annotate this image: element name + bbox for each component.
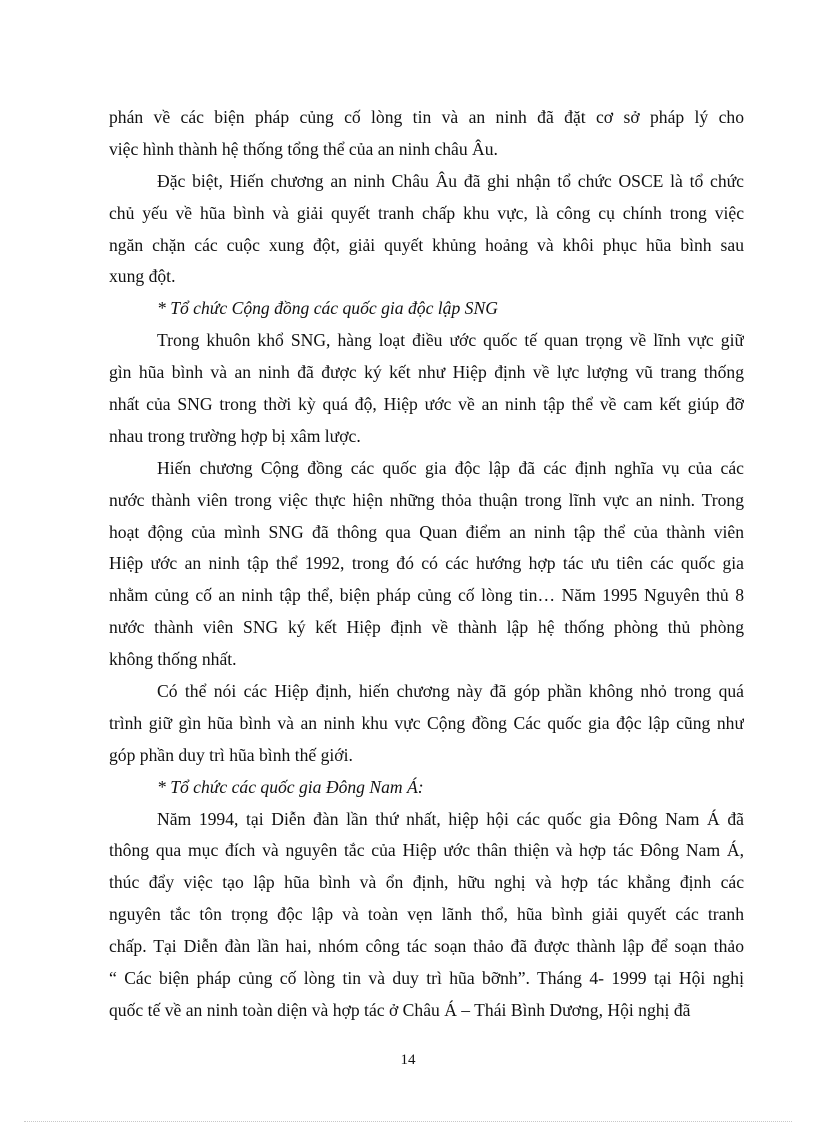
text-line: nước thành viên trong việc thực hiện những thỏa thuận trong lĩnh vực an ninh. Trong <box>109 489 744 510</box>
text-line: Hiệp ước an ninh tập thể 1992, trong đó có các hướng hợp tác ưu tiên các quốc gia <box>109 553 744 574</box>
text-line: quốc tế về an ninh toàn diện và hợp tác ở Châu Á – Thái Bình Dương, Hội nghị đã <box>109 999 691 1020</box>
text-line: nước thành viên SNG ký kết Hiệp định về thành lập hệ thống phòng thủ phòng <box>109 617 744 638</box>
text-line: Trong khuôn khổ SNG, hàng loạt điều ước quốc tế quan trọng về lĩnh vực giữ <box>157 330 744 351</box>
paragraph <box>109 676 744 772</box>
text-line: phán về các biện pháp củng cố lòng tin và an ninh đã đặt cơ sở pháp lý cho <box>109 107 744 127</box>
text-line: ngăn chặn các cuộc xung đột, giải quyết khủng hoảng và khôi phục hũa bình sau <box>109 234 744 255</box>
paragraph <box>109 166 744 294</box>
text-line: “ Các biện pháp củng cố lòng tin và duy trì hũa bỡnh”. Tháng 4- 1999 tại Hội nghị <box>109 968 744 989</box>
text-line: không thống nhất. <box>109 649 237 670</box>
text-line: nhằm củng cố an ninh tập thể, biện pháp củng cố lòng tin… Năm 1995 Nguyên thủ 8 <box>109 585 744 606</box>
heading-text: * Tổ chức các quốc gia Đông Nam Á: <box>157 776 424 797</box>
text-line: Hiến chương Cộng đồng các quốc gia độc lập đã các định nghĩa vụ của các <box>157 457 744 478</box>
text-line: góp phần duy trì hũa bình thế giới. <box>109 744 353 765</box>
text-line: chủ yếu về hũa bình và giải quyết tranh chấp khu vực, là công cụ chính trong việc <box>109 202 744 223</box>
text-line: gìn hũa bình và an ninh đã được ký kết như Hiệp định về lực lượng vũ trang thống <box>109 362 744 383</box>
paragraph <box>109 325 744 453</box>
text-line: trình giữ gìn hũa bình và an ninh khu vực Cộng đồng Các quốc gia độc lập cũng như <box>109 712 744 733</box>
text-line: Đặc biệt, Hiến chương an ninh Châu Âu đã ghi nhận tổ chức OSCE là tổ chức <box>157 170 744 191</box>
paragraph <box>109 453 744 676</box>
paragraph <box>109 804 744 1027</box>
text-line: Năm 1994, tại Diễn đàn lần thứ nhất, hiệp hội các quốc gia Đông Nam Á đã <box>157 808 744 829</box>
page-body <box>109 102 744 1027</box>
heading-text: * Tổ chức Cộng đồng các quốc gia độc lập SNG <box>157 298 498 319</box>
text-line: Có thể nói các Hiệp định, hiến chương này đã góp phần không nhỏ trong quá <box>157 681 744 702</box>
page-number: 14 <box>400 1052 416 1068</box>
text-line: việc hình thành hệ thống tổng thể của an ninh châu Âu. <box>109 138 498 159</box>
section-heading <box>109 293 744 325</box>
text-line: xung đột. <box>109 266 176 287</box>
text-line: nguyên tắc tôn trọng độc lập và toàn vẹn lãnh thổ, hũa bình giải quyết các tranh <box>109 904 744 925</box>
section-heading <box>109 772 744 804</box>
text-line: nhất của SNG trong thời kỳ quá độ, Hiệp ước về an ninh tập thể về cam kết giúp đỡ <box>109 394 744 415</box>
text-line: chấp. Tại Diễn đàn lần hai, nhóm công tác soạn thảo đã được thành lập để soạn thảo <box>109 936 744 957</box>
text-line: thúc đẩy việc tạo lập hũa bình và ổn định, hữu nghị và hợp tác khẳng định các <box>109 872 744 893</box>
text-line: thông qua mục đích và nguyên tắc của Hiệp ước thân thiện và hợp tác Đông Nam Á, <box>109 840 744 861</box>
page-edge-divider <box>24 1121 792 1122</box>
text-line: nhau trong trường hợp bị xâm lược. <box>109 425 361 446</box>
text-line: hoạt động của mình SNG đã thông qua Quan điểm an ninh tập thể của thành viên <box>109 521 744 542</box>
paragraph <box>109 102 744 166</box>
